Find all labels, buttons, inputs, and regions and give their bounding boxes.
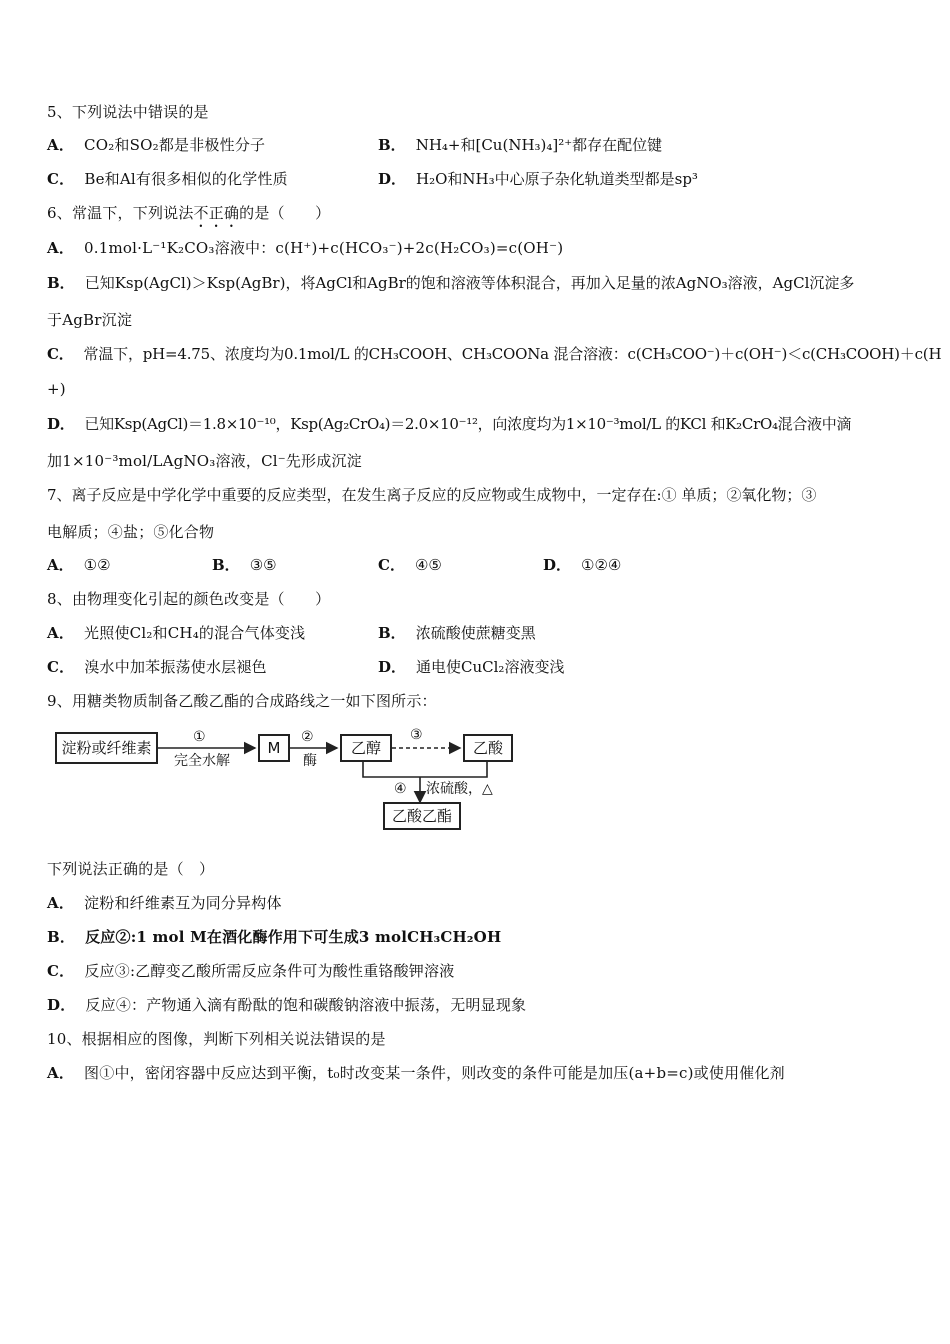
q6-option-c-cont: +): [47, 380, 66, 398]
option-label: D．: [378, 170, 407, 188]
q6-option-c: [47, 343, 942, 365]
option-label: D．: [378, 658, 407, 676]
option-label: B．: [212, 556, 240, 574]
option-text: ④⑤: [414, 556, 442, 574]
option-label: A．: [47, 239, 75, 257]
label-step3: ③: [410, 727, 423, 743]
q8-option-d: [378, 656, 564, 678]
label-step4: ④: [394, 781, 407, 797]
option-text: ③⑤: [249, 556, 277, 574]
label-step2: ②: [301, 729, 314, 745]
option-text: 常温下，pH=4.75、浓度均为0.1mol/L 的CH₃COOH、CH₃COONa 混合溶液：c(CH₃COO⁻)＋c(OH⁻)＜c(CH₃COOH)＋c(H: [83, 345, 942, 363]
option-text: 图①中，密闭容器中反应达到平衡，t₀时改变某一条件，则改变的条件可能是加压(a+b=c)或使用催化剂: [84, 1064, 785, 1082]
label-step2-condition: 酶: [303, 753, 317, 769]
box-m: M: [258, 734, 290, 762]
q9-option-a: [47, 892, 907, 914]
q7-stem: 7、离子反应是中学化学中重要的反应类型，在发生离子反应的反应物或生成物中，一定存在:① 单质；②氧化物；③: [47, 486, 817, 504]
option-label: D．: [47, 996, 76, 1014]
label-step1: ①: [193, 729, 206, 745]
option-label: A．: [47, 556, 74, 574]
option-label: C．: [378, 556, 405, 574]
option-label: C．: [47, 170, 75, 188]
q6-option-d-cont: 加1×10⁻³mol/LAgNO₃溶液，Cl⁻先形成沉淀: [47, 452, 362, 470]
option-label: C．: [47, 345, 74, 363]
q7-option-d: [543, 554, 621, 576]
option-text: 淀粉和纤维素互为同分异构体: [84, 894, 282, 912]
option-text: 反应③:乙醇变乙酸所需反应条件可为酸性重铬酸钾溶液: [84, 962, 455, 980]
box-starch-cellulose: 淀粉或纤维素: [55, 732, 158, 764]
synthesis-route-diagram: [50, 722, 520, 834]
option-text: 光照使Cl₂和CH₄的混合气体变浅: [84, 624, 306, 642]
option-text: 已知Ksp(AgCl)＝1.8×10⁻¹⁰，Ksp(Ag₂CrO₄)＝2.0×10⁻¹²，向浓度均为1×10⁻³mol/L 的KCl 和K₂CrO₄混合液中滴: [84, 415, 852, 433]
q5-option-b: [378, 134, 662, 156]
q6-option-b: [47, 272, 907, 294]
option-text: 通电使CuCl₂溶液变浅: [416, 658, 565, 676]
q6-option-a: [47, 237, 907, 259]
option-text: NH₄+和[Cu(NH₃)₄]²⁺都存在配位键: [415, 136, 663, 154]
box-ethyl-acetate: 乙酸乙酯: [383, 802, 461, 830]
q8-option-b: [378, 622, 536, 644]
option-label: B．: [47, 928, 76, 946]
q9-sub-stem: 下列说法正确的是（ ）: [47, 860, 215, 878]
q9-stem: 9、用糖类物质制备乙酸乙酯的合成路线之一如下图所示：: [47, 692, 437, 710]
option-label: A．: [47, 894, 75, 912]
label-step4-condition: 浓硫酸，△: [426, 781, 493, 797]
option-text: 反应②:1 mol M在酒化酶作用下可生成3 molCH₃CH₂OH: [85, 928, 502, 946]
option-label: A．: [47, 1064, 75, 1082]
option-label: A．: [47, 136, 75, 154]
q6-stem-before: 6、常温下，下列说法: [47, 204, 194, 222]
q7-option-c: [378, 554, 442, 576]
q6-stem-after: 的是（ ）: [239, 204, 331, 222]
q9-option-c: [47, 960, 907, 982]
option-text: H₂O和NH₃中心原子杂化轨道类型都是sp³: [416, 170, 698, 188]
q8-stem: 8、由物理变化引起的颜色改变是（ ）: [47, 590, 331, 608]
q6-stem: [47, 202, 907, 231]
box-acetic-acid: 乙酸: [463, 734, 513, 762]
q5-option-d: [378, 168, 698, 190]
option-label: D．: [47, 415, 75, 433]
option-text: 浓硫酸使蔗糖变黑: [415, 624, 536, 642]
q9-option-d: [47, 994, 907, 1016]
option-text: CO₂和SO₂都是非极性分子: [84, 136, 266, 154]
q7-option-b: [212, 554, 277, 576]
q7-option-a: [47, 554, 111, 576]
label-step1-condition: 完全水解: [174, 753, 230, 769]
connector-line: [363, 760, 487, 777]
q6-stem-emphasis: 不正确: [193, 204, 240, 222]
option-text: 溴水中加苯振荡使水层褪色: [84, 658, 267, 676]
option-text: ①②④: [581, 556, 622, 574]
option-label: C．: [47, 658, 75, 676]
option-text: ①②: [83, 556, 111, 574]
option-text: 已知Ksp(AgCl)＞Ksp(AgBr)，将AgCl和AgBr的饱和溶液等体积混合，再加入足量的浓AgNO₃溶液，AgCl沉淀多: [84, 274, 855, 292]
option-label: B．: [378, 624, 406, 642]
box-ethanol: 乙醇: [340, 734, 392, 762]
q6-option-d: [47, 413, 907, 435]
q5-stem: 5、下列说法中错误的是: [47, 103, 209, 121]
option-text: 0.1mol·L⁻¹K₂CO₃溶液中：c(H⁺)+c(HCO₃⁻)+2c(H₂CO₃)=c(OH⁻): [84, 239, 564, 257]
q10-option-a: [47, 1062, 907, 1084]
option-text: Be和Al有很多相似的化学性质: [84, 170, 288, 188]
option-text: 反应④：产物通入滴有酚酞的饱和碳酸钠溶液中振荡，无明显现象: [85, 996, 527, 1014]
option-label: A．: [47, 624, 75, 642]
option-label: D．: [543, 556, 572, 574]
option-label: B．: [47, 274, 75, 292]
q6-option-b-cont: 于AgBr沉淀: [47, 311, 133, 329]
q10-stem: 10、根据相应的图像，判断下列相关说法错误的是: [47, 1030, 386, 1048]
option-label: C．: [47, 962, 75, 980]
q9-option-b: [47, 926, 907, 948]
option-label: B．: [378, 136, 406, 154]
q7-stem-cont: 电解质；④盐；⑤化合物: [47, 523, 215, 541]
